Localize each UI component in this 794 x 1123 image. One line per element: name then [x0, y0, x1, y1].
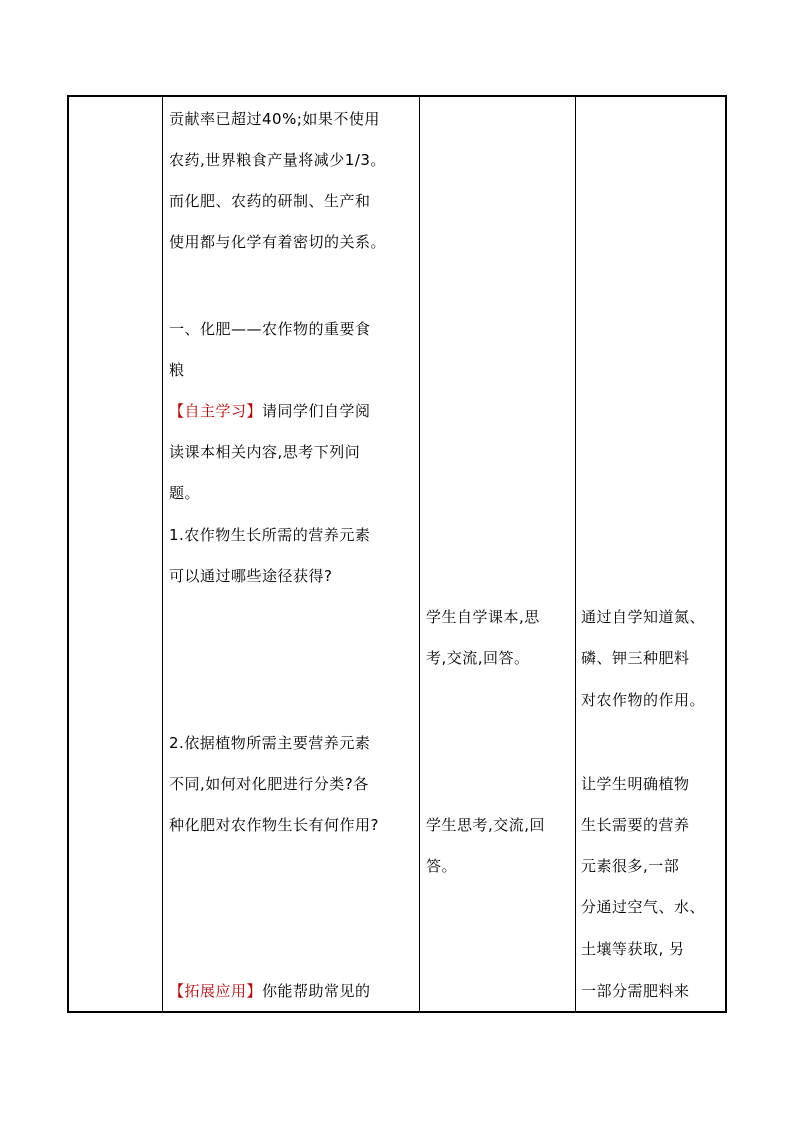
extend-text: 你能帮助常见的: [262, 982, 371, 1000]
intent-text: 元素很多,一部: [581, 857, 680, 875]
activity-text: 考,交流,回答。: [426, 649, 530, 667]
self-study-tag: 【自主学习】: [169, 402, 263, 420]
intent-text: 分通过空气、水、: [581, 898, 706, 916]
extend-line: [169, 981, 371, 1001]
intent-text: 让学生明确植物: [581, 775, 690, 793]
intent-text: 生长需要的营养: [581, 816, 690, 834]
cell-col1: [69, 97, 162, 1011]
extend-tag: 【拓展应用】: [169, 982, 263, 1000]
question-1: 可以通过哪些途径获得?: [169, 567, 333, 585]
column-divider: [575, 97, 576, 1011]
question-2: 不同,如何对化肥进行分类?各: [169, 775, 369, 793]
lesson-table: [67, 95, 727, 1013]
text-line: 使用都与化学有着密切的关系。: [169, 233, 387, 251]
cell-design-intent: [581, 97, 727, 1011]
section-heading: 粮: [169, 361, 185, 379]
intent-text: 土壤等获取, 另: [581, 940, 685, 958]
question-2: 2.依据植物所需主要营养元素: [169, 734, 371, 752]
activity-text: 答。: [426, 857, 458, 875]
intent-text: 磷、钾三种肥料: [581, 649, 690, 667]
intent-text: 一部分需肥料来: [581, 982, 690, 1000]
intent-text: 对农作物的作用。: [581, 691, 706, 709]
text-line: 读课本相关内容,思考下列问: [169, 443, 361, 461]
text-line: 贡献率已超过40%;如果不使用: [169, 110, 380, 128]
text-line: 农药,世界粮食产量将减少1/3。: [169, 151, 386, 169]
question-2: 种化肥对农作物生长有何作用?: [169, 816, 379, 834]
self-study-line: [169, 401, 371, 421]
text-line: 题。: [169, 484, 201, 502]
intent-text: 通过自学知道氮、: [581, 608, 706, 626]
column-divider: [162, 97, 163, 1011]
question-1: 1.农作物生长所需的营养元素: [169, 526, 371, 544]
text-line: 而化肥、农药的研制、生产和: [169, 192, 371, 210]
cell-teaching-content: [169, 97, 417, 1011]
activity-text: 学生自学课本,思: [426, 608, 540, 626]
column-divider: [419, 97, 420, 1011]
activity-text: 学生思考,交流,回: [426, 816, 546, 834]
cell-student-activity: [426, 97, 573, 1011]
section-heading: 一、化肥——农作物的重要食: [169, 320, 371, 338]
self-study-text: 请同学们自学阅: [262, 402, 371, 420]
